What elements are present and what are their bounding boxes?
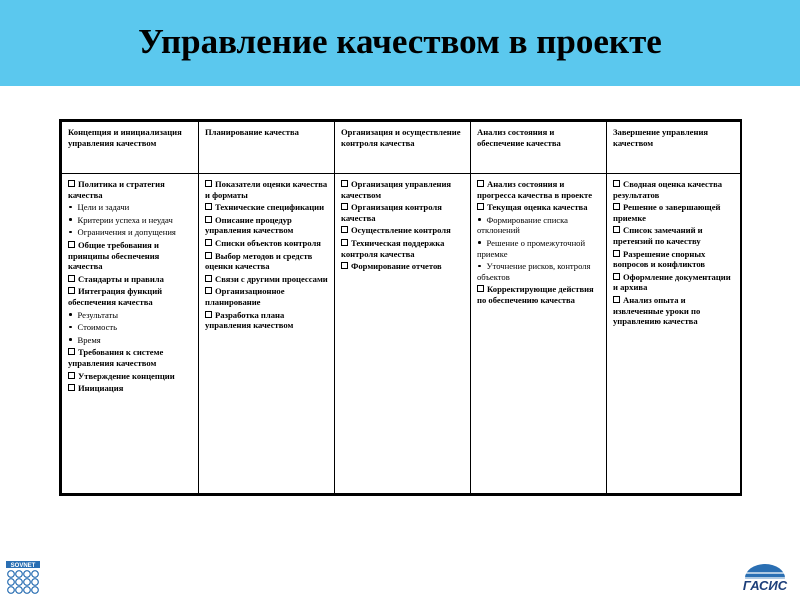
checkbox-bullet-icon	[341, 226, 348, 233]
list-item	[68, 335, 193, 346]
list-item-text: Организационное планирование	[205, 286, 285, 307]
list-item-text: Общие требования и принципы обеспечения качества	[68, 239, 160, 272]
checkbox-bullet-icon	[68, 372, 75, 379]
list-item	[68, 274, 193, 285]
list-item	[477, 284, 601, 305]
list-item-text: Организация контроля качества	[341, 202, 442, 223]
list-item-text: Требования к системе управления качеством	[68, 347, 164, 368]
list-item	[68, 347, 193, 368]
quality-table	[59, 119, 742, 496]
list-item-text: Стандарты и правила	[78, 273, 164, 284]
sovnet-logo	[6, 561, 40, 597]
checkbox-bullet-icon	[205, 311, 212, 318]
list-item-text: Список замечаний и претензий по качеству	[613, 225, 703, 246]
list-item-text: Оформление документации и архива	[613, 271, 731, 293]
list-item-text: Текущая оценка качества	[487, 202, 588, 213]
checkbox-bullet-icon	[68, 180, 75, 187]
dot-bullet-icon	[478, 241, 481, 244]
list-item-text: Сводная оценка качества результатов	[613, 179, 723, 200]
list-item-text: Анализ состояния и прогресса качества в проекте	[477, 179, 593, 200]
list-item	[477, 261, 601, 282]
checkbox-bullet-icon	[477, 180, 484, 187]
checkbox-bullet-icon	[341, 239, 348, 246]
checkbox-bullet-icon	[613, 296, 620, 303]
list-item-text: Показатели оценки качества и форматы	[205, 179, 328, 200]
list-item-text: Стоимость	[77, 322, 118, 333]
list-item	[68, 179, 193, 200]
list-item	[477, 238, 601, 259]
list-item	[341, 179, 465, 200]
list-item	[68, 322, 193, 333]
dot-bullet-icon	[69, 338, 72, 341]
column-cell-control	[335, 174, 471, 494]
checkbox-bullet-icon	[613, 203, 620, 210]
column-header: Организация и осуществление контроля качества	[335, 122, 471, 174]
list-item-text: Решение о завершающей приемке	[613, 202, 721, 223]
list-item-text: Время	[77, 334, 101, 345]
checkbox-bullet-icon	[205, 180, 212, 187]
column-header: Анализ состояния и обеспечение качества	[471, 122, 607, 174]
list-item-text: Уточнение рисков, контроля объектов	[477, 261, 591, 282]
list-item-text: Связи с другими процессами	[215, 273, 328, 284]
checkbox-bullet-icon	[205, 275, 212, 282]
list-item-text: Техническая поддержка контроля качества	[341, 237, 445, 259]
list-item-text: Утверждение концепции	[78, 370, 175, 381]
list-item	[68, 202, 193, 213]
column-cell-completion	[607, 174, 741, 494]
column-header: Концепция и инициализация управления качеством	[62, 122, 199, 174]
page-title: Управление качеством в проекте	[138, 22, 662, 61]
dot-bullet-icon	[69, 206, 72, 209]
checkbox-bullet-icon	[68, 275, 75, 282]
list-item-text: Корректирующие действия по обеспечению качества	[477, 284, 594, 305]
list-item	[341, 225, 465, 236]
checkbox-bullet-icon	[68, 348, 75, 355]
checkbox-bullet-icon	[613, 273, 620, 280]
list-item	[341, 261, 465, 272]
list-item-text: Критерии успеха и неудач	[77, 214, 173, 225]
list-item-text: Ограничения и допущения	[77, 227, 176, 238]
gasis-logo-text: ГАСИС	[742, 578, 788, 593]
column-cell-planning	[199, 174, 335, 494]
list-item-text: Формирование отчетов	[351, 261, 442, 272]
list-item-text: Описание процедур управления качеством	[205, 214, 294, 236]
list-item-text: Технические спецификации	[215, 202, 325, 213]
checkbox-bullet-icon	[68, 241, 75, 248]
list-item	[205, 179, 329, 200]
list-item	[477, 179, 601, 200]
list-item	[613, 202, 735, 223]
list-item-text: Решение о промежуточной приемке	[477, 237, 586, 259]
checkbox-bullet-icon	[68, 287, 75, 294]
checkbox-bullet-icon	[205, 203, 212, 210]
checkbox-bullet-icon	[477, 285, 484, 292]
dot-bullet-icon	[69, 326, 72, 329]
list-item	[205, 215, 329, 236]
checkbox-bullet-icon	[613, 250, 620, 257]
list-item	[205, 238, 329, 249]
list-item	[68, 371, 193, 382]
list-item	[341, 238, 465, 259]
list-item-text: Формирование списка отклонений	[477, 214, 568, 236]
list-item	[477, 202, 601, 213]
list-item	[477, 215, 601, 236]
checkbox-bullet-icon	[205, 239, 212, 246]
list-item-text: Осуществление контроля	[351, 225, 451, 236]
gasis-logo	[736, 561, 794, 597]
table-header-row	[62, 122, 741, 174]
list-item-text: Цели и задачи	[77, 202, 130, 213]
list-item-text: Интеграция функций обеспечения качества	[68, 286, 163, 307]
dot-bullet-icon	[69, 218, 72, 221]
list-item	[68, 286, 193, 307]
column-header: Планирование качества	[199, 122, 335, 174]
list-item	[613, 295, 735, 327]
checkbox-bullet-icon	[341, 180, 348, 187]
list-item-text: Инициация	[78, 383, 124, 394]
quality-grid	[61, 121, 741, 494]
column-cell-concept	[62, 174, 199, 494]
list-item	[341, 202, 465, 223]
checkbox-bullet-icon	[205, 216, 212, 223]
list-item-text: Выбор методов и средств оценки качества	[205, 250, 313, 272]
list-item-text: Списки объектов контроля	[215, 237, 321, 248]
checkbox-bullet-icon	[613, 180, 620, 187]
column-cell-analysis	[471, 174, 607, 494]
dot-bullet-icon	[478, 265, 481, 268]
list-item-text: Результаты	[77, 309, 119, 320]
dot-bullet-icon	[69, 231, 72, 234]
sovnet-logo-text: SOVNET	[10, 562, 36, 569]
list-item	[68, 310, 193, 321]
column-header: Завершение управления качеством	[607, 122, 741, 174]
list-item	[613, 249, 735, 270]
list-item	[205, 286, 329, 307]
checkbox-bullet-icon	[205, 252, 212, 259]
checkbox-bullet-icon	[341, 203, 348, 210]
dot-bullet-icon	[478, 218, 481, 221]
list-item	[68, 227, 193, 238]
checkbox-bullet-icon	[613, 226, 620, 233]
list-item-text: Организация управления качеством	[341, 179, 452, 200]
list-item	[205, 310, 329, 331]
checkbox-bullet-icon	[477, 203, 484, 210]
list-item	[205, 251, 329, 272]
table-body-row	[62, 174, 741, 494]
list-item	[613, 179, 735, 200]
list-item	[68, 383, 193, 394]
list-item-text: Анализ опыта и извлеченные уроки по управлению качества	[613, 294, 701, 327]
list-item-text: Разрешение спорных вопросов и конфликтов	[613, 248, 706, 270]
list-item-text: Политика и стратегия качества	[68, 179, 165, 200]
list-item	[68, 240, 193, 272]
list-item	[613, 225, 735, 246]
checkbox-bullet-icon	[205, 287, 212, 294]
list-item-text: Разработка плана управления качеством	[205, 309, 294, 331]
list-item	[205, 274, 329, 285]
list-item	[613, 272, 735, 293]
checkbox-bullet-icon	[341, 262, 348, 269]
checkbox-bullet-icon	[68, 384, 75, 391]
dot-bullet-icon	[69, 313, 72, 316]
list-item	[205, 202, 329, 213]
list-item	[68, 215, 193, 226]
